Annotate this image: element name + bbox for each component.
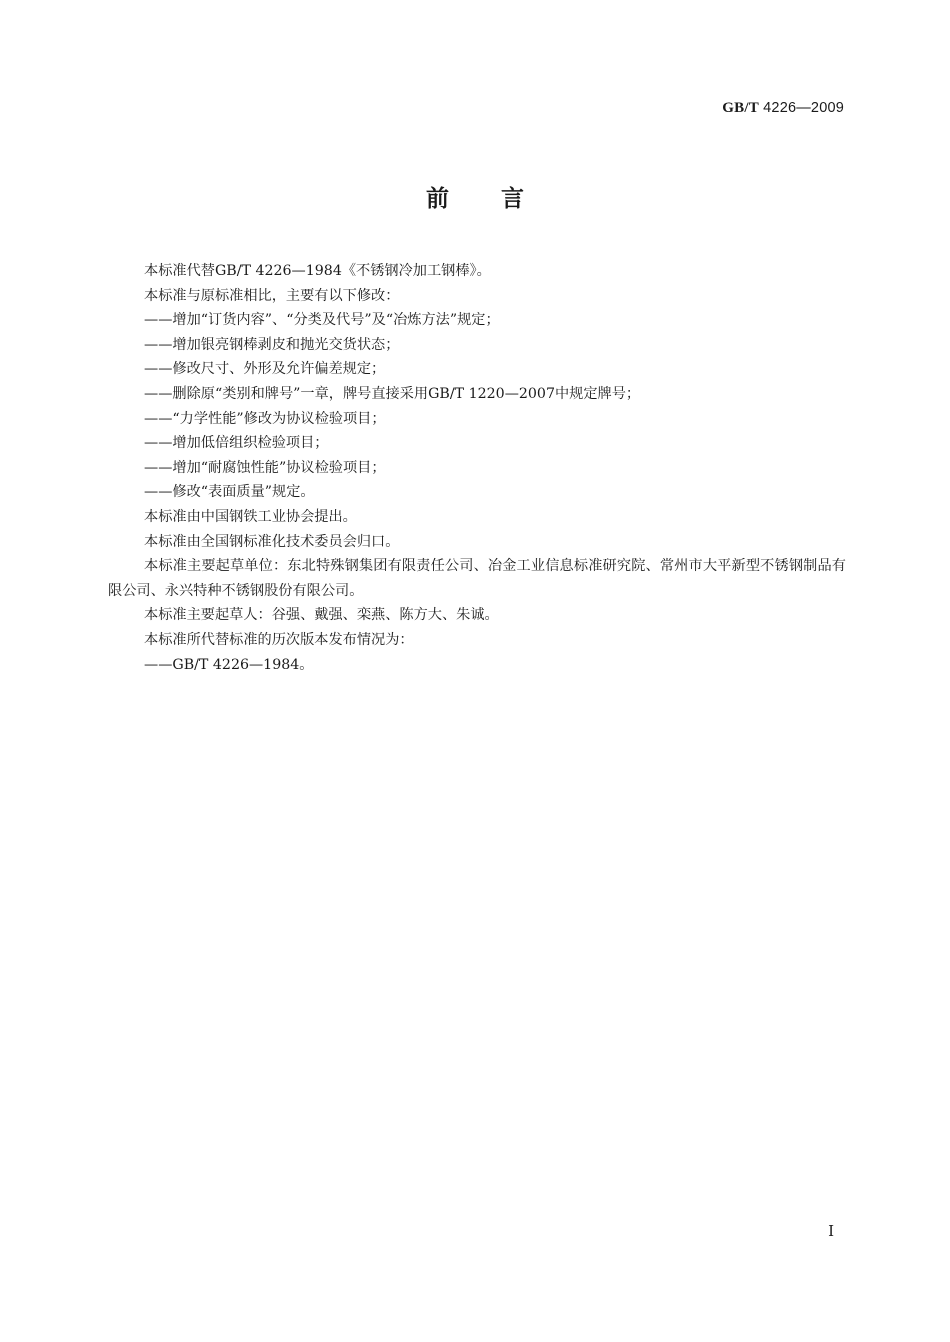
drafting-units-paragraph: 本标准主要起草单位：东北特殊钢集团有限责任公司、冶金工业信息标准研究院、常州市大平新型不锈钢制品有限公司、永兴特种不锈钢股份有限公司。 [108,558,846,599]
replaces-paragraph: 本标准代替GB/T 4226—1984《不锈钢冷加工钢棒》。 [144,263,491,279]
drafters-paragraph: 本标准主要起草人：谷强、戴强、栾燕、陈方大、朱诚。 [144,607,499,624]
standard-code-number: 4226—2009 [763,100,844,116]
changes-intro-paragraph: 本标准与原标准相比，主要有以下修改： [144,287,400,304]
managed-by-paragraph: 本标准由全国钢标准化技术委员会归口。 [144,533,400,550]
change-item-3: ——修改尺寸、外形及允许偏差规定； [144,361,386,378]
history-item-1: ——GB/T 4226—1984。 [144,656,314,673]
proposed-by-paragraph: 本标准由中国钢铁工业协会提出。 [144,508,357,525]
change-item-7: ——增加“耐腐蚀性能”协议检验项目； [144,459,386,476]
change-item-2: ——增加银亮钢棒剥皮和抛光交货状态； [144,336,400,353]
foreword-body [108,259,846,677]
page-title: 前言 [426,186,576,212]
page-number: I [828,1222,834,1240]
change-item-6: ——增加低倍组织检验项目； [144,435,329,452]
history-intro-paragraph: 本标准所代替标准的历次版本发布情况为： [144,631,414,648]
change-item-8: ——修改“表面质量”规定。 [144,484,315,501]
change-item-5: ——“力学性能”修改为协议检验项目； [144,410,386,427]
standard-code-header [722,100,844,117]
standard-code-prefix: GB/T [722,100,759,116]
change-item-4: ——删除原“类别和牌号”一章，牌号直接采用GB/T 1220—2007中规定牌号； [144,385,641,402]
change-item-1: ——增加“订货内容”、“分类及代号”及“冶炼方法”规定； [144,312,500,329]
